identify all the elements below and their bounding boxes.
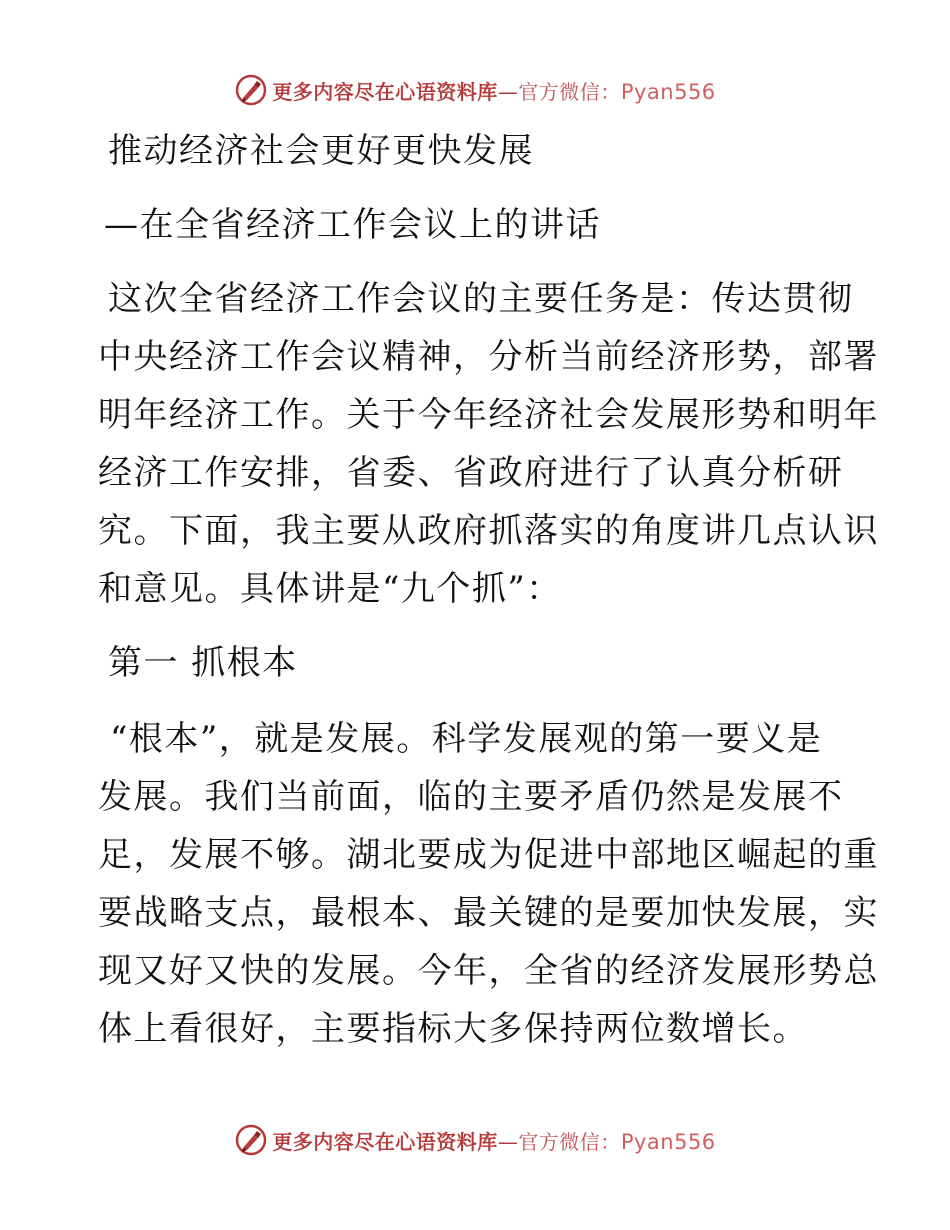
- paragraph-line: 明年经济工作。关于今年经济社会发展形势和明年: [98, 395, 879, 435]
- paragraph-line: 现又好又快的发展。今年，全省的经济发展形势总: [98, 951, 879, 991]
- paragraph-line: 足，发展不够。湖北要成为促进中部地区崛起的重: [98, 835, 879, 875]
- watermark-label: 官方微信：: [518, 79, 621, 104]
- section-paragraph: [98, 710, 879, 1058]
- paragraph-line: “根本”，就是发展。科学发展观的第一要义是: [110, 719, 823, 759]
- pen-logo-icon: [234, 73, 268, 107]
- paragraph-line: 中央经济工作会议精神，分析当前经济形势，部署: [98, 337, 879, 377]
- footer-watermark: [0, 1120, 950, 1160]
- paragraph-line: 经济工作安排，省委、省政府进行了认真分析研: [98, 453, 844, 493]
- watermark-main: 更多内容尽在心语资料库: [272, 79, 498, 104]
- pen-logo-icon: [234, 1123, 268, 1157]
- document-body: [98, 122, 879, 1058]
- watermark-main: 更多内容尽在心语资料库: [272, 1129, 498, 1154]
- paragraph-line: 和意见。具体讲是“九个抓”：: [98, 569, 562, 609]
- paragraph-line: 这次全省经济工作会议的主要任务是：传达贯彻: [108, 279, 854, 319]
- watermark-dash: —: [497, 79, 519, 104]
- watermark-dash: —: [497, 1129, 519, 1154]
- intro-paragraph: [98, 270, 879, 618]
- paragraph-line: 发展。我们当前面，临的主要矛盾仍然是发展不: [98, 777, 844, 817]
- document-title: 推动经济社会更好更快发展: [108, 131, 534, 171]
- watermark-id: Pyan556: [620, 79, 716, 104]
- watermark-text: [272, 76, 715, 105]
- document-subtitle: —在全省经济工作会议上的讲话: [104, 205, 601, 245]
- paragraph-line: 究。下面，我主要从政府抓落实的角度讲几点认识: [98, 511, 879, 551]
- watermark-label: 官方微信：: [518, 1129, 621, 1154]
- section-heading: 第一 抓根本: [108, 643, 298, 683]
- watermark-text: [272, 1126, 715, 1155]
- watermark-id: Pyan556: [620, 1129, 716, 1154]
- paragraph-line: 体上看很好，主要指标大多保持两位数增长。: [98, 1009, 808, 1049]
- header-watermark: [0, 70, 950, 110]
- paragraph-line: 要战略支点，最根本、最关键的是要加快发展，实: [98, 893, 879, 933]
